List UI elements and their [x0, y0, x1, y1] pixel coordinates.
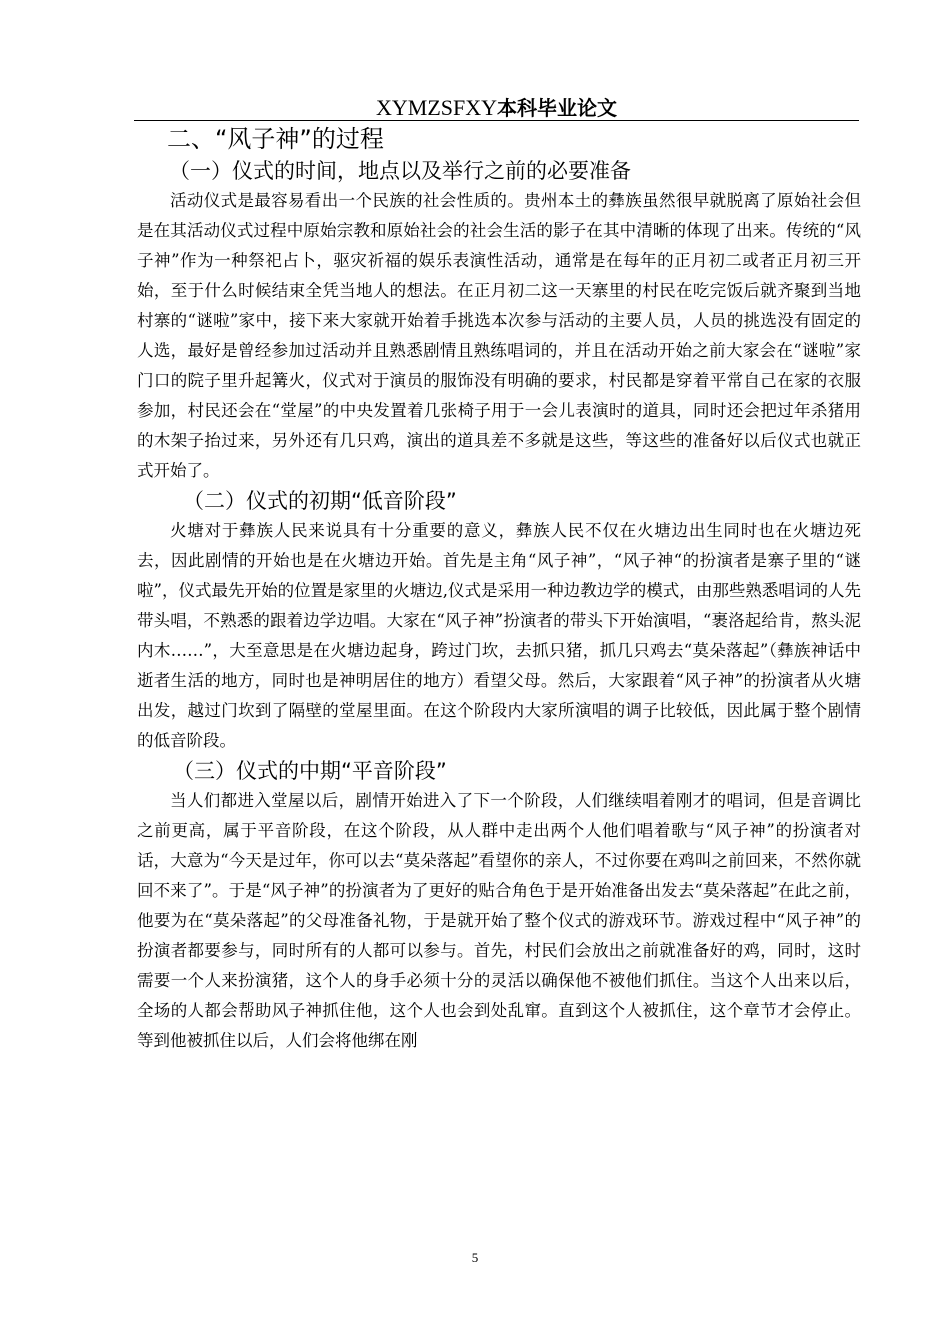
header-title: 本科毕业论文 — [497, 96, 618, 120]
paragraph-2: 火塘对于彝族人民来说具有十分重要的意义，彝族人民不仅在火塘边出生同时也在火塘边死去，因此剧情的开始也是在火塘边开始。首先是主角“风子神”，“风子神“的扮演者是寨子里的“谜啦”，仪式最先开始的位置是家里的火塘边,仪式是采用一种边教边学的模式，由那些熟悉唱词的人先带头唱，不熟悉的跟着边学边唱。大家在“风子神”扮演者的带头下开始演唱，“裹洛起给肯，熬头泥内木……”，大至意思是在火塘边起身，跨过门坎，去抓只猪，抓几只鸡去“莫朵落起”（彝族神话中逝者生活的地方，同时也是神明居住的地方）看望父母。然后，大家跟着“风子神”的扮演者从火塘出发，越过门坎到了隔壁的堂屋里面。在这个阶段内大家所演唱的调子比较低，因此属于整个剧情的低音阶段。 — [137, 521, 861, 750]
paragraph-1: 活动仪式是最容易看出一个民族的社会性质的。贵州本土的彝族虽然很早就脱离了原始社会但是在其活动仪式过程中原始宗教和原始社会的社会生活的影子在其中清晰的体现了出来。传统的“风子神”作为一种祭祀占卜，驱灾祈福的娱乐表演性活动，通常是在每年的正月初二或者正月初三开始，至于什么时候结束全凭当地人的想法。在正月初二这一天寨里的村民在吃完饭后就齐聚到当地村寨的“谜啦”家中，接下来大家就开始着手挑选本次参与活动的主要人员，人员的挑选没有固定的人选，最好是曾经参加过活动并且熟悉剧情且熟练唱词的，并且在活动开始之前大家会在“谜啦”家门口的院子里升起篝火，仪式对于演员的服饰没有明确的要求，村民都是穿着平常自己在家的衣服参加，村民还会在“堂屋”的中央发置着几张椅子用于一会儿表演时的道具，同时还会把过年杀猪用的木架子抬过来，另外还有几只鸡，演出的道具差不多就是这些，等这些的准备好以后仪式也就正式开始了。 — [137, 191, 861, 480]
section-title: 二、“风子神”的过程 — [167, 125, 384, 153]
page-header — [134, 92, 859, 121]
paragraph-3: 当人们都进入堂屋以后，剧情开始进入了下一个阶段，人们继续唱着刚才的唱词，但是音调比之前更高，属于平音阶段，在这个阶段，从人群中走出两个人他们唱着歌与“风子神”的扮演者对话，大意为“今天是过年，你可以去“莫朵落起”看望你的亲人，不过你要在鸡叫之前回来，不然你就回不来了”。于是“风子神”的扮演者为了更好的贴合角色于是开始准备出发去“莫朵落起”在此之前，他要为在“莫朵落起”的父母准备礼物，于是就开始了整个仪式的游戏环节。游戏过程中“风子神”的扮演者都要参与，同时所有的人都可以参与。首先，村民们会放出之前就准备好的鸡，同时，这时需要一个人来扮演猪，这个人的身手必须十分的灵活以确保他不被他们抓住。当这个人出来以后，全场的人都会帮助风子神抓住他，这个人也会到处乱窜。直到这个人被抓住，这个章节才会停止。等到他被抓住以后，人们会将他绑在刚 — [137, 791, 861, 1050]
page-number: 5 — [471, 1250, 479, 1265]
header-code: XYMZSFXY — [375, 95, 498, 120]
subsection-title-1: （一）仪式的时间，地点以及举行之前的必要准备 — [169, 159, 631, 183]
subsection-title-3: （三）仪式的中期“平音阶段” — [173, 759, 447, 783]
document-body — [137, 122, 861, 1056]
subsection-title-2: （二）仪式的初期“低音阶段” — [183, 489, 457, 513]
